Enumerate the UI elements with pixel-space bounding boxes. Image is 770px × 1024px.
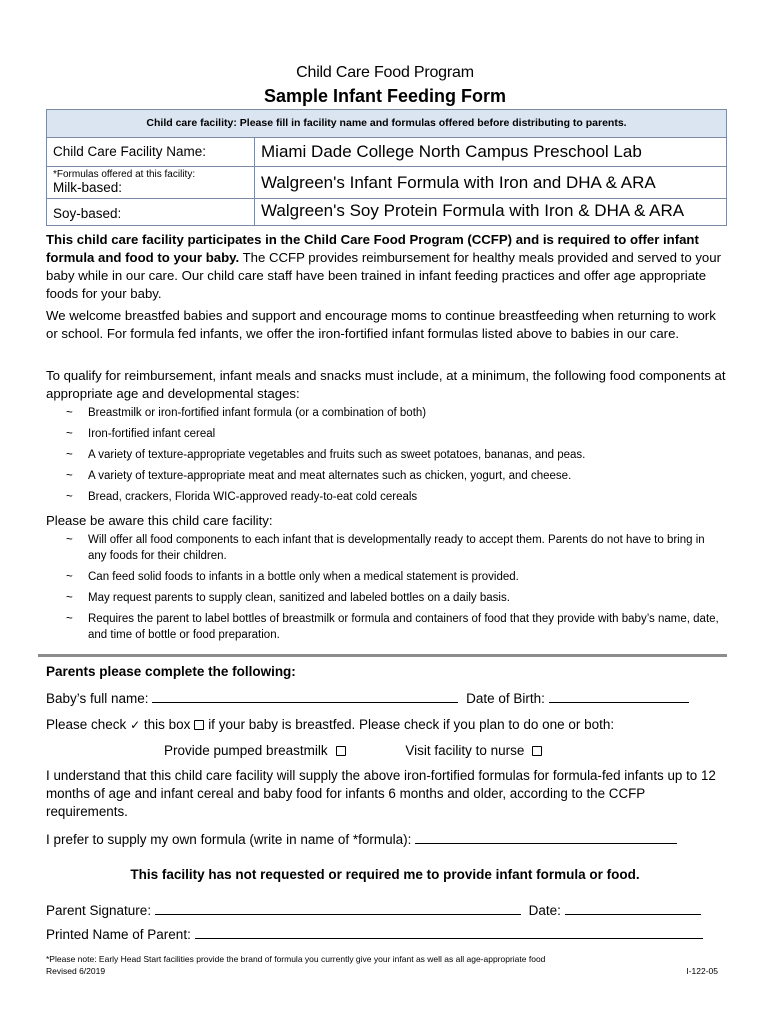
soy-based-label: Soy-based:: [47, 199, 255, 225]
list-item: ~ Iron-fortified infant cereal: [66, 428, 216, 440]
milk-based-label: Milk-based:: [53, 180, 123, 195]
facility-table: [46, 109, 727, 226]
breastfed-row: Please check ✓ this box if your baby is breastfed. Please check if you plan to do one or both:: [46, 717, 615, 732]
date-field[interactable]: [565, 900, 701, 915]
form-code: I-122-05: [686, 966, 718, 976]
formulas-note: *Formulas offered at this facility:: [53, 169, 196, 180]
visit-checkbox[interactable]: [532, 746, 542, 756]
form-title: Sample Infant Feeding Form: [263, 86, 507, 106]
list-item: ~ Requires the parent to label bottles of breastmilk or formula and containers of food that they provide with baby’s name, date, and time of bottle or food preparation.: [66, 613, 719, 641]
own-formula-field[interactable]: [415, 829, 677, 844]
milk-formula-row: [47, 167, 726, 199]
soy-formula-row: [47, 199, 726, 225]
list-item: ~ Can feed solid foods to infants in a bottle only when a medical statement is provided.: [66, 571, 519, 583]
aware-list: [66, 532, 726, 648]
list-item: ~ A variety of texture-appropriate vegetables and fruits such as sweet potatoes, bananas, and peas.: [66, 449, 586, 461]
date-label: Date:: [528, 903, 561, 918]
parents-heading: Parents please complete the following:: [46, 664, 296, 679]
list-item: ~ A variety of texture-appropriate meat and meat alternates such as chicken, yogurt, and cheese.: [66, 470, 572, 482]
visit-label: Visit facility to nurse: [405, 743, 525, 758]
printed-name-field[interactable]: [195, 924, 703, 939]
plan-row: [164, 743, 584, 758]
participation-paragraph: [46, 231, 726, 303]
program-title: Child Care Food Program: [296, 64, 474, 81]
check-mark-icon: ✓: [130, 718, 141, 732]
own-formula-row: [46, 829, 736, 847]
section-divider: [38, 654, 727, 657]
participation-text: The CCFP provides reimbursement for healthy meals provided and served to your baby while in our care. Our child care staff have been trained in infant feeding practices and offer age appropriate foods for your baby.: [46, 250, 721, 301]
dob-label: Date of Birth:: [466, 691, 545, 706]
signature-row: [46, 900, 736, 918]
aware-heading: Please be aware this child care facility:: [46, 513, 273, 528]
baby-name-field[interactable]: [152, 688, 458, 703]
not-required-statement: This facility has not requested or required me to provide infant formula or food.: [130, 867, 640, 882]
printed-name-row: [46, 924, 736, 942]
dob-field[interactable]: [549, 688, 689, 703]
list-item: ~ Will offer all food components to each infant that is developmentally ready to accept them. Parents do not have to bring in any foods for their children.: [66, 534, 705, 562]
breastfed-checkbox[interactable]: [194, 720, 204, 730]
signature-label: Parent Signature:: [46, 903, 152, 918]
understand-paragraph: I understand that this child care facility will supply the above iron-fortified formulas for formula-fed infants up to 12 months of age and infant cereal and baby food for infants 6 months and older, according to the CCFP requirements.: [46, 768, 716, 819]
facility-name-row: [47, 138, 726, 167]
pumped-label: Provide pumped breastmilk: [164, 743, 328, 758]
participation-bold: This child care facility participates in the Child Care Food Program (CCFP) and is required to offer infant formula and food to your baby.: [46, 232, 699, 265]
own-formula-label: I prefer to supply my own formula (write in name of *formula):: [46, 832, 412, 847]
facility-instruction: Child care facility: Please fill in facility name and formulas offered before distributing to parents.: [47, 110, 726, 138]
soy-based-field[interactable]: Walgreen's Soy Protein Formula with Iron & DHA & ARA: [261, 201, 685, 220]
printed-name-label: Printed Name of Parent:: [46, 927, 191, 942]
reimbursement-paragraph: To qualify for reimbursement, infant meals and snacks must include, at a minimum, the following food components at appropriate age and developmental stages:: [46, 368, 726, 401]
footer-note: *Please note: Early Head Start facilities provide the brand of formula you currently give your infant as well as all age-appropriate food: [46, 954, 546, 964]
list-item: ~ Breastmilk or iron-fortified infant formula (or a combination of both): [66, 407, 427, 419]
facility-name-label: Child Care Facility Name:: [47, 138, 255, 166]
baby-name-row: [46, 688, 736, 706]
milk-based-field[interactable]: Walgreen's Infant Formula with Iron and DHA & ARA: [261, 173, 656, 192]
components-list: [66, 405, 726, 510]
breastfeeding-paragraph: We welcome breastfed babies and support and encourage moms to continue breastfeeding when returning to work or school. For formula fed infants, we offer the iron-fortified infant formulas listed above to babies in our care.: [46, 308, 716, 341]
signature-field[interactable]: [155, 900, 521, 915]
facility-name-field[interactable]: Miami Dade College North Campus Preschool Lab: [261, 142, 642, 161]
revised-date: Revised 6/2019: [46, 966, 106, 976]
pumped-checkbox[interactable]: [336, 746, 346, 756]
baby-name-label: Baby’s full name:: [46, 691, 149, 706]
list-item: ~ May request parents to supply clean, sanitized and labeled bottles on a daily basis.: [66, 592, 510, 604]
list-item: ~ Bread, crackers, Florida WIC-approved ready-to-eat cold cereals: [66, 491, 418, 503]
